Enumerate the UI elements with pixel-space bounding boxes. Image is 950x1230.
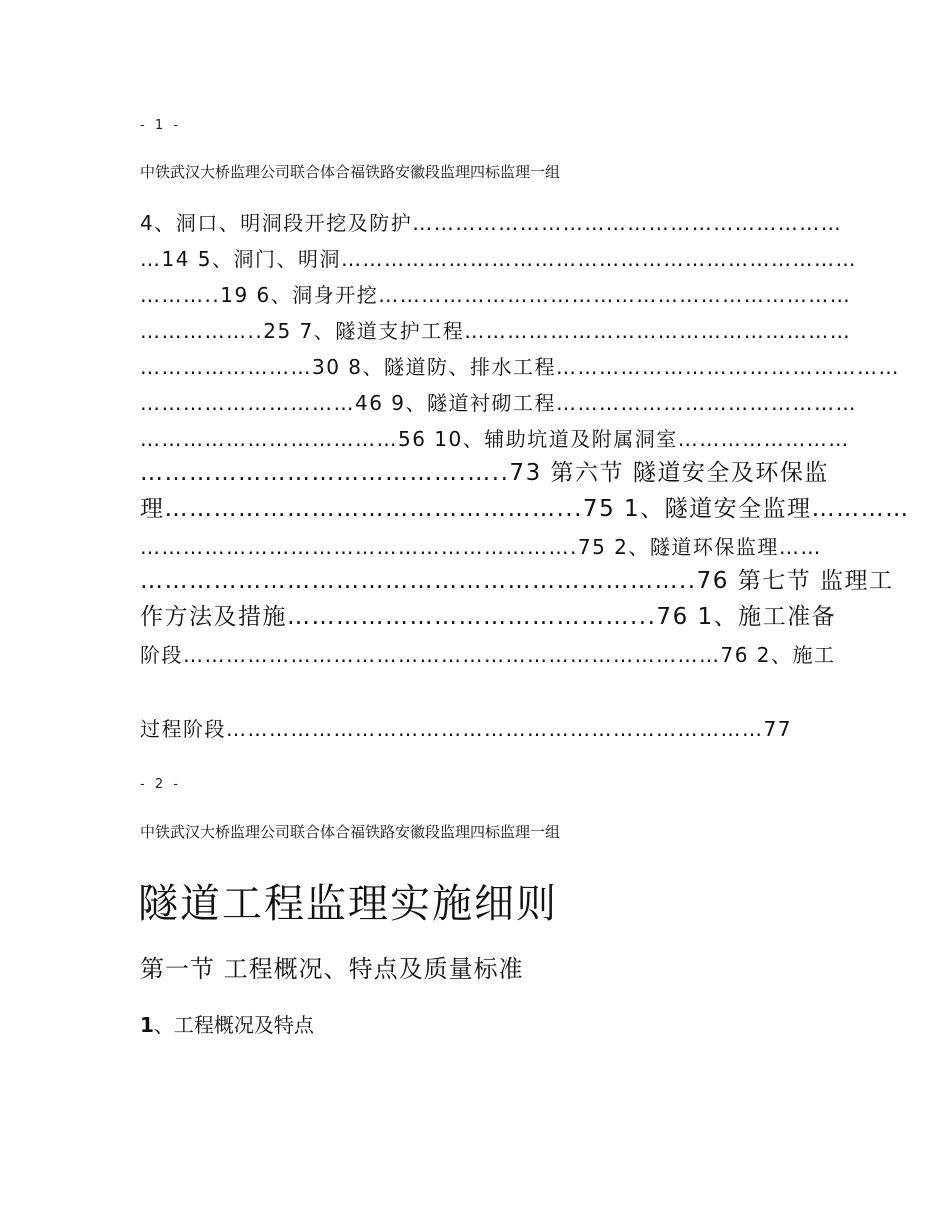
subsection-label: 、工程概况及特点: [153, 1013, 314, 1037]
toc-line: ………………………………56 10、辅助坑道及附属洞室……………………: [140, 427, 850, 451]
toc-line: 作方法及措施……………………………………...76 1、施工准备: [140, 604, 837, 630]
section-heading: 第一节 工程概况、特点及质量标准: [140, 955, 524, 983]
toc-line: ………………………………….…..73 第六节 隧道安全及环保监: [140, 460, 829, 486]
subsection-number: 1: [140, 1013, 154, 1037]
toc-line: …………………………………………………………..76 第七节 监理工: [140, 568, 894, 594]
page-number: - 1 -: [140, 118, 181, 133]
toc-line: …14 5、洞门、明洞………………………………………………………………: [140, 247, 858, 271]
toc-line: …………………………46 9、隧道衬砌工程……………………………………: [140, 391, 858, 415]
running-header: 中铁武汉大桥监理公司联合体合福铁路安徽段监理四标监理一组: [140, 823, 561, 841]
document-title: 隧道工程监理实施细则: [138, 881, 558, 927]
subsection-heading: [140, 1009, 314, 1038]
toc-line: 4、洞口、明洞段开挖及防护……………………………………………………: [140, 211, 843, 235]
toc-line: ………..19 6、洞身开挖…………………………………………………………: [140, 283, 852, 307]
page-number: - 2 -: [140, 777, 181, 792]
toc-line: …………………………………………………….75 2、隧道环保监理……: [140, 535, 822, 559]
toc-line: 阶段…………………………………………………………………76 2、施工: [140, 643, 836, 667]
toc-line: ……………………30 8、隧道防、排水工程…………………………………………: [140, 355, 901, 379]
toc-line: ……………..25 7、隧道支护工程………………………………………………: [140, 319, 852, 343]
toc-line: 过程阶段…………………………………………………………………77: [140, 717, 792, 741]
toc-line: 理…………………………………………...75 1、隧道安全监理…………: [140, 496, 910, 522]
running-header: 中铁武汉大桥监理公司联合体合福铁路安徽段监理四标监理一组: [140, 163, 561, 181]
